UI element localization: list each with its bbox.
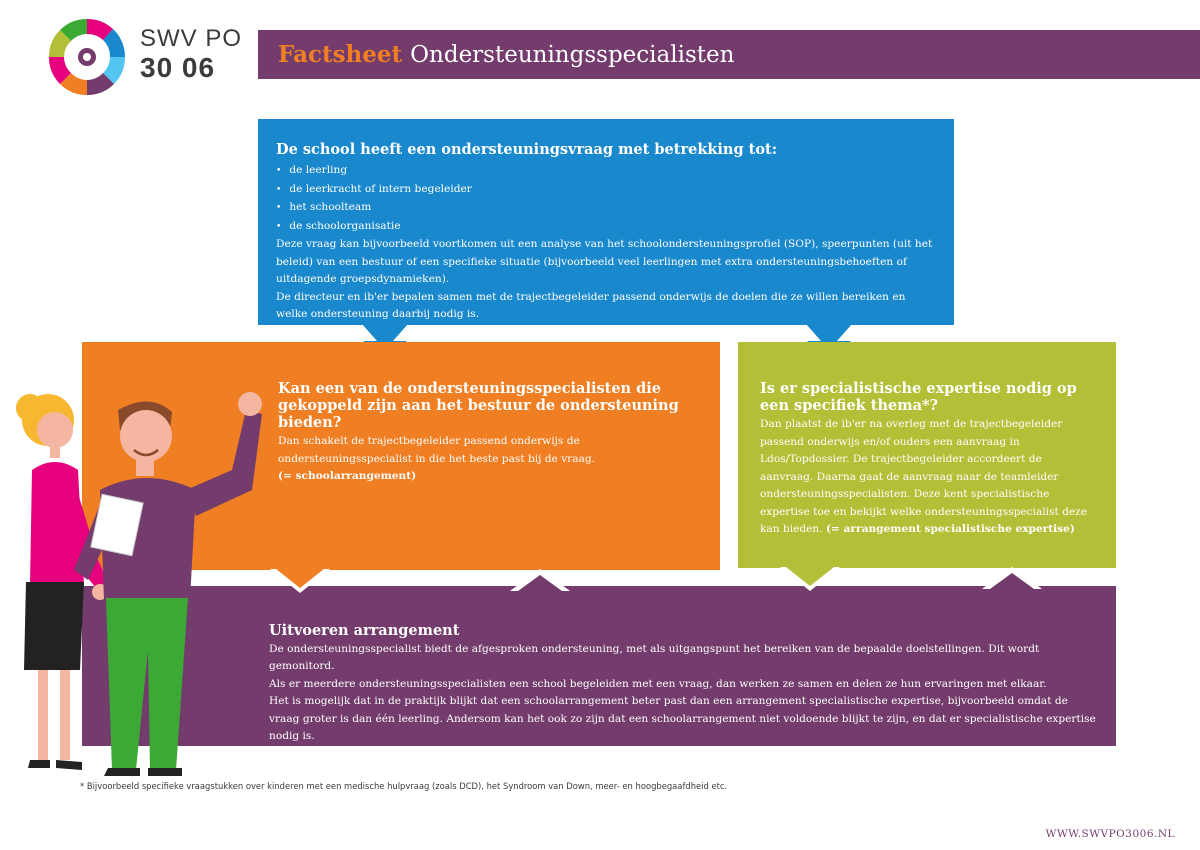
logo-line-1: SWV PO [140, 25, 243, 52]
specialist-expertise-text: Dan plaatst de ib'er na overleg met de trajectbegeleider passend onderwijs en/of ouders een aanvraag in Ldos/Topdossier. De trajectbegeleider accordeert de aanvraag. Daarna gaat de aanvraag naar de teamleider ondersteuningsspecialisten. Deze kent specialistische expertise toe en bekijkt welke ondersteuningsspecialist deze kan bieden. [760, 418, 1087, 535]
page-header [258, 30, 1200, 79]
execute-arrangement-paragraph-2: Als er meerdere ondersteuningsspecialisten een school begeleiden met een vraag, dan werken ze samen en delen ze hun ervaringen met elkaar. [269, 677, 1047, 690]
green-pointer [780, 567, 840, 593]
school-arrangement-text: Dan schakelt de trajectbegeleider passend onderwijs de ondersteuningsspecialist in die het beste past bij de vraag. [278, 435, 596, 465]
orange-pointer [270, 569, 330, 595]
green-pointer-2 [982, 567, 1042, 591]
list-item: • de leerling [276, 162, 936, 181]
execute-arrangement-paragraph-3: Het is mogelijk dat in de praktijk blijkt dat een schoolarrangement beter past dan een arrangement specialistische expertise, bijvoorbeeld omdat de vraag groter is dan één leerling. Andersom kan het ook zo zijn dat een schoolarrangement niet voldoende blijkt te zijn, en dat er specialistische expertise nodig is. [269, 695, 1096, 743]
school-arrangement-tag: (= schoolarrangement) [278, 470, 417, 482]
specialist-expertise-box [738, 342, 1116, 568]
list-item: • de leerkracht of intern begeleider [276, 181, 936, 200]
footnote: * Bijvoorbeeld specifieke vraagstukken over kinderen met een medische hulpvraag (zoals DCD), het Syndroom van Down, meer- en hoogbegaafdheid etc. [80, 781, 728, 791]
school-question-box [258, 119, 954, 325]
execute-arrangement-title: Uitvoeren arrangement [269, 622, 460, 639]
orange-pointer-2 [510, 569, 570, 593]
logo-text [140, 26, 242, 84]
specialist-expertise-title: Is er specialistische expertise nodig op een specifiek thema*? [760, 380, 1077, 414]
swv-logo-mark [40, 14, 135, 99]
school-question-paragraph-2: De directeur en ib'er bepalen samen met de trajectbegeleider passend onderwijs de doelen die ze willen bereiken en welke ondersteuning daarbij nodig is. [276, 290, 906, 320]
school-arrangement-title: Kan een van de ondersteuningsspecialisten die gekoppeld zijn aan het bestuur de ondersteuning bieden? [278, 380, 679, 431]
list-item: • het schoolteam [276, 199, 936, 218]
people-illustration [0, 370, 270, 780]
logo-line-2: 30 06 [140, 52, 216, 83]
specialist-expertise-tag: (= arrangement specialistische expertise) [825, 523, 1075, 535]
header-highlight: Factsheet [278, 41, 403, 68]
school-question-paragraph-1: Deze vraag kan bijvoorbeeld voortkomen uit een analyse van het schoolondersteuningsprofiel (SOP), speerpunten (uit het beleid) van een bestuur of een specifieke situatie (bijvoorbeeld veel leerlingen met extra ondersteuningsbehoeften of uitdagende groepsdynamieken). [276, 238, 933, 285]
list-item: • de schoolorganisatie [276, 218, 936, 237]
question-topics-list [276, 162, 936, 236]
school-question-title: De school heeft een ondersteuningsvraag met betrekking tot: [276, 141, 778, 158]
execute-arrangement-paragraph-4: Door de nauwe samenwerking tussen de trajectbegeleider passend onderwijs, ib'er en ondersteuningsspecialist kan hierover snel geschakeld worden. [269, 747, 1080, 760]
woman-figure [16, 394, 108, 770]
execute-arrangement-paragraph-1: De ondersteuningsspecialist biedt de afgesproken ondersteuning, met als uitgangspunt het bereiken van de bepaalde doelstellingen. Dit wordt gemonitord. [269, 643, 1040, 673]
website-link[interactable]: WWW.SWVPO3006.NL [1045, 828, 1175, 840]
page-title: Ondersteuningsspecialisten [410, 41, 735, 68]
